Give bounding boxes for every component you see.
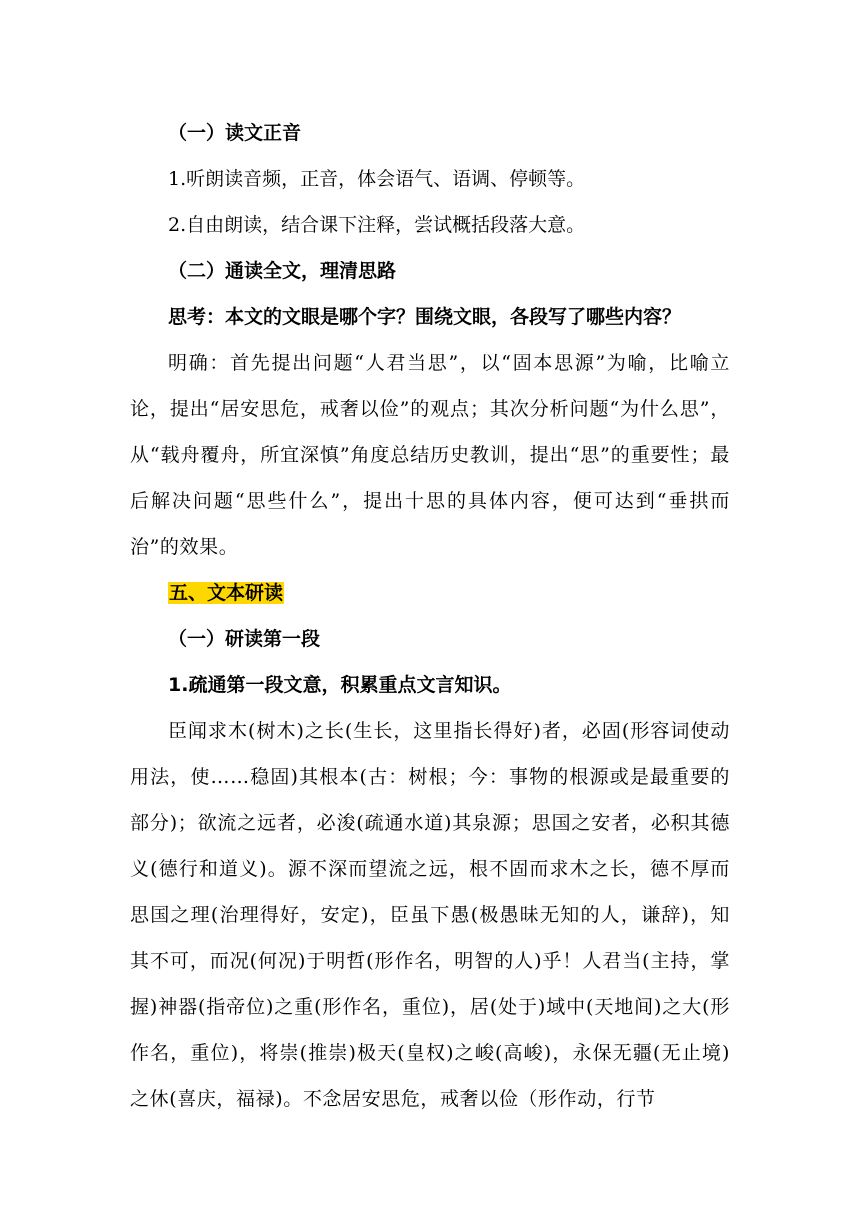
section-heading-read-aloud: （一）读文正音 bbox=[168, 122, 302, 144]
classical-text-paragraph: 臣闻求木(树木)之长(生长，这里指长得好)者，必固(形容词使动用法，使……稳固)其根本(古：树根；今：事物的根源或是最重要的部分)；欲流之远者，必浚(疏通水道)其泉源；思国之安者，必积其德义(德行和道义)。源不深而望流之远，根不固而求木之长，德不厚而思国之理(治理得好，安定)，臣虽下愚(极愚昧无知的人，谦辞)，知其不可，而况(何况)于明哲(形作名，明智的人)乎！人君当(主持，掌握)神器(指帝位)之重(形作名，重位)，居(处于)域中(天地间)之大(形作名，重位)，将崇(推崇)极天(皇权)之峻(高峻)，永保无疆(无止境)之休(喜庆，福禄)。不念居安思危，戒奢以俭（形作动，行节 bbox=[130, 720, 730, 1110]
section-heading-overview: （二）通读全文，理清思路 bbox=[168, 260, 397, 282]
document-body bbox=[130, 110, 730, 1122]
section-5-title-line bbox=[130, 570, 730, 616]
list-item: 2.自由朗读，结合课下注释，尝试概括段落大意。 bbox=[168, 214, 586, 236]
task-item: 1.疏通第一段文意，积累重点文言知识。 bbox=[168, 674, 512, 696]
section-heading-study-para1: （一）研读第一段 bbox=[168, 628, 321, 650]
list-item: 1.听朗读音频，正音，体会语气、语调、停顿等。 bbox=[168, 168, 586, 190]
answer-paragraph: 明确：首先提出问题“人君当思”，以“固本思源”为喻，比喻立论，提出“居安思危，戒奢以俭”的观点；其次分析问题“为什么思”，从“载舟覆舟，所宜深慎”角度总结历史教训，提出“思”的重要性；最后解决问题“思些什么”，提出十思的具体内容，便可达到“垂拱而治”的效果。 bbox=[130, 352, 730, 558]
section-5-title: 五、文本研读 bbox=[169, 582, 284, 604]
think-question: 思考：本文的文眼是哪个字？围绕文眼，各段写了哪些内容？ bbox=[168, 306, 682, 328]
